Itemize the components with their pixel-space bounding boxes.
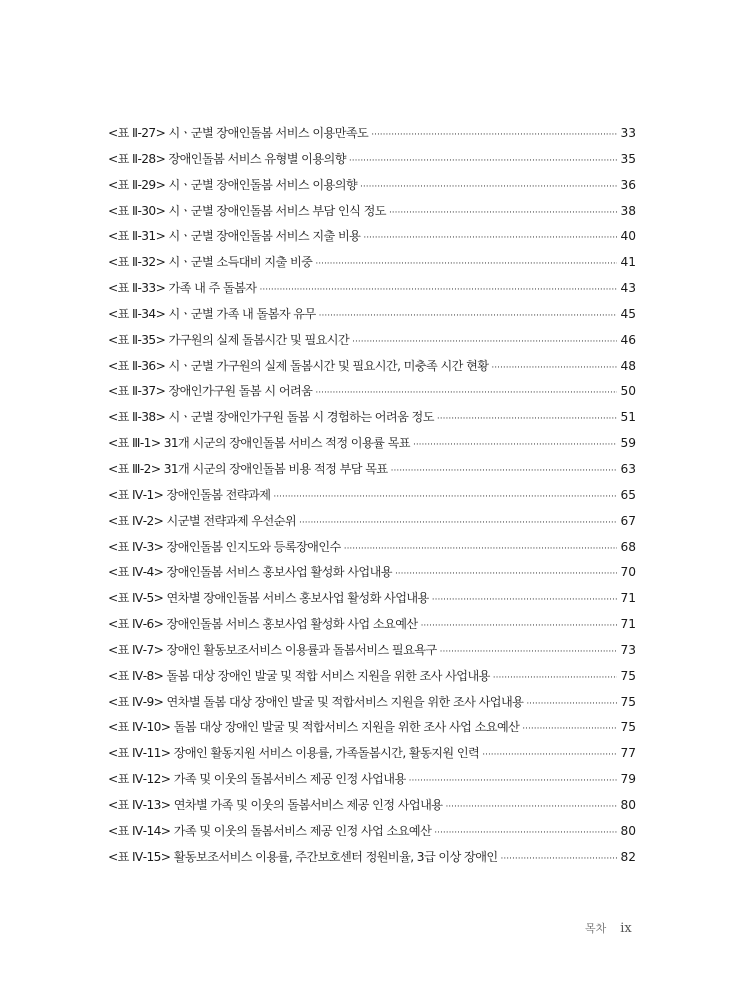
toc-entry-page-number: 80 [620, 823, 636, 838]
toc-entry[interactable] [108, 124, 636, 150]
toc-entry-label: <표 Ⅳ-13> 연차별 가족 및 이웃의 돌봄서비스 제공 인정 사업내용 [108, 797, 443, 812]
toc-entry-page-number: 82 [620, 849, 636, 864]
toc-entry-label: <표 Ⅳ-15> 활동보조서비스 이용률, 주간보호센터 정원비율, 3급 이상 장애인 [108, 849, 498, 864]
toc-entry[interactable] [108, 512, 636, 538]
toc-entry-page-number: 71 [620, 617, 636, 632]
dot-leader [501, 854, 618, 864]
dot-leader [440, 647, 618, 657]
toc-entry-label: <표 Ⅱ-35> 가구원의 실제 돌봄시간 및 필요시간 [108, 332, 350, 347]
toc-entry[interactable] [108, 822, 636, 848]
dot-leader [445, 802, 617, 812]
toc-entry-page-number: 35 [620, 151, 636, 166]
toc-entry-label: <표 Ⅱ-36> 시ㆍ군별 가구원의 실제 돌봄시간 및 필요시간, 미충족 시간 현황 [108, 358, 489, 373]
toc-entry[interactable] [108, 744, 636, 770]
toc-entry-label: <표 Ⅳ-10> 돌봄 대상 장애인 발굴 및 적합서비스 지원을 위한 조사 사업 소요예산 [108, 720, 520, 735]
toc-entry-page-number: 46 [620, 332, 636, 347]
dot-leader [522, 724, 617, 734]
toc-entry-page-number: 41 [620, 255, 636, 270]
toc-entry-page-number: 79 [620, 772, 636, 787]
toc-entry-label: <표 Ⅳ-5> 연차별 장애인돌봄 서비스 홍보사업 활성화 사업내용 [108, 591, 429, 606]
table-of-contents-list [108, 124, 636, 873]
toc-entry-label: <표 Ⅳ-3> 장애인돌봄 인지도와 등록장애인수 [108, 539, 341, 554]
toc-entry[interactable] [108, 589, 636, 615]
toc-entry[interactable] [108, 848, 636, 874]
toc-entry[interactable] [108, 408, 636, 434]
dot-leader [363, 233, 617, 243]
toc-entry[interactable] [108, 486, 636, 512]
toc-entry-page-number: 40 [620, 229, 636, 244]
toc-entry-label: <표 Ⅱ-38> 시ㆍ군별 장애인가구원 돌봄 시 경험하는 어려움 정도 [108, 410, 434, 425]
toc-entry[interactable] [108, 279, 636, 305]
toc-entry-page-number: 36 [620, 177, 636, 192]
dot-leader [395, 569, 618, 579]
dot-leader [391, 466, 618, 476]
toc-entry-label: <표 Ⅳ-2> 시군별 전략과제 우선순위 [108, 513, 296, 528]
dot-leader [360, 182, 617, 192]
toc-entry-label: <표 Ⅱ-27> 시ㆍ군별 장애인돌봄 서비스 이용만족도 [108, 126, 369, 140]
toc-entry[interactable] [108, 253, 636, 279]
toc-entry-label: <표 Ⅳ-4> 장애인돌봄 서비스 홍보사업 활성화 사업내용 [108, 565, 392, 580]
toc-entry-label: <표 Ⅳ-8> 돌봄 대상 장애인 발굴 및 적합 서비스 지원을 위한 조사 사업내용 [108, 668, 490, 683]
page-footer [585, 920, 632, 936]
dot-leader [389, 208, 618, 218]
toc-entry[interactable] [108, 667, 636, 693]
dot-leader [432, 595, 618, 605]
dot-leader [526, 699, 617, 709]
dot-leader [491, 363, 617, 373]
dot-leader [437, 414, 618, 424]
toc-entry-label: <표 Ⅳ-12> 가족 및 이웃의 돌봄서비스 제공 인정 사업내용 [108, 772, 406, 787]
toc-entry-label: <표 Ⅱ-33> 가족 내 주 돌봄자 [108, 281, 257, 296]
toc-entry-label: <표 Ⅲ-1> 31개 시군의 장애인돌봄 서비스 적정 이용률 목표 [108, 436, 410, 451]
toc-entry-label: <표 Ⅱ-37> 장애인가구원 돌봄 시 어려움 [108, 384, 313, 399]
toc-entry[interactable] [108, 176, 636, 202]
toc-entry-page-number: 73 [620, 642, 636, 657]
toc-entry-label: <표 Ⅱ-28> 장애인돌봄 서비스 유형별 이용의향 [108, 151, 346, 166]
toc-entry[interactable] [108, 331, 636, 357]
toc-entry-page-number: 71 [620, 591, 636, 606]
toc-entry[interactable] [108, 150, 636, 176]
toc-entry[interactable] [108, 382, 636, 408]
dot-leader [344, 544, 618, 554]
dot-leader [409, 776, 618, 786]
toc-entry-page-number: 59 [620, 436, 636, 451]
dot-leader [349, 156, 618, 166]
toc-entry-page-number: 48 [620, 358, 636, 373]
toc-entry-page-number: 80 [620, 797, 636, 812]
toc-entry[interactable] [108, 615, 636, 641]
toc-entry-label: <표 Ⅱ-32> 시ㆍ군별 소득대비 지출 비중 [108, 255, 313, 270]
dot-leader [371, 130, 617, 140]
toc-entry-page-number: 63 [620, 461, 636, 476]
toc-entry-label: <표 Ⅳ-9> 연차별 돌봄 대상 장애인 발굴 및 적합서비스 지원을 위한 조사 사업내용 [108, 694, 524, 709]
toc-entry-page-number: 50 [620, 384, 636, 399]
dot-leader [299, 518, 617, 528]
toc-entry-label: <표 Ⅳ-7> 장애인 활동보조서비스 이용률과 돌봄서비스 필요욕구 [108, 642, 437, 657]
toc-entry-label: <표 Ⅱ-31> 시ㆍ군별 장애인돌봄 서비스 지출 비용 [108, 229, 361, 244]
toc-entry[interactable] [108, 357, 636, 383]
toc-entry[interactable] [108, 434, 636, 460]
dot-leader [421, 621, 618, 631]
toc-entry[interactable] [108, 538, 636, 564]
toc-entry-page-number: 43 [620, 281, 636, 296]
toc-entry[interactable] [108, 641, 636, 667]
toc-entry-page-number: 68 [620, 539, 636, 554]
toc-entry-page-number: 70 [620, 565, 636, 580]
toc-entry[interactable] [108, 796, 636, 822]
toc-entry-page-number: 75 [620, 668, 636, 683]
toc-entry-page-number: 51 [620, 410, 636, 425]
toc-entry-label: <표 Ⅳ-6> 장애인돌봄 서비스 홍보사업 활성화 사업 소요예산 [108, 617, 418, 632]
toc-entry-page-number: 75 [620, 720, 636, 735]
toc-entry[interactable] [108, 770, 636, 796]
toc-entry-label: <표 Ⅲ-2> 31개 시군의 장애인돌봄 비용 적정 부담 목표 [108, 461, 388, 476]
dot-leader [413, 440, 618, 450]
dot-leader [493, 673, 618, 683]
toc-entry-label: <표 Ⅱ-29> 시ㆍ군별 장애인돌봄 서비스 이용의향 [108, 177, 358, 192]
toc-entry[interactable] [108, 202, 636, 228]
dot-leader [434, 828, 617, 838]
dot-leader [482, 750, 617, 760]
toc-entry-page-number: 38 [620, 203, 636, 218]
toc-entry-page-number: 65 [620, 487, 636, 502]
toc-entry-page-number: 67 [620, 513, 636, 528]
toc-entry-page-number: 77 [620, 746, 636, 761]
toc-entry-label: <표 Ⅱ-34> 시ㆍ군별 가족 내 돌봄자 유무 [108, 306, 316, 321]
dot-leader [319, 311, 618, 321]
toc-entry-page-number: 33 [620, 126, 636, 140]
toc-entry-page-number: 75 [620, 694, 636, 709]
toc-entry[interactable] [108, 563, 636, 589]
toc-entry-label: <표 Ⅳ-1> 장애인돌봄 전략과제 [108, 487, 271, 502]
dot-leader [315, 259, 617, 269]
dot-leader [273, 492, 617, 502]
toc-entry[interactable] [108, 305, 636, 331]
toc-entry-label: <표 Ⅱ-30> 시ㆍ군별 장애인돌봄 서비스 부담 인식 정도 [108, 203, 386, 218]
dot-leader [259, 285, 617, 295]
dot-leader [352, 337, 617, 347]
toc-entry-page-number: 45 [620, 306, 636, 321]
toc-entry[interactable] [108, 227, 636, 253]
toc-entry[interactable] [108, 460, 636, 486]
toc-entry[interactable] [108, 718, 636, 744]
dot-leader [315, 388, 617, 398]
toc-entry-label: <표 Ⅳ-11> 장애인 활동지원 서비스 이용률, 가족돌봄시간, 활동지원 인력 [108, 746, 480, 761]
footer-section-label: 목차 [585, 922, 607, 935]
footer-page-number: ix [620, 921, 632, 936]
toc-entry[interactable] [108, 693, 636, 719]
toc-entry-label: <표 Ⅳ-14> 가족 및 이웃의 돌봄서비스 제공 인정 사업 소요예산 [108, 823, 432, 838]
